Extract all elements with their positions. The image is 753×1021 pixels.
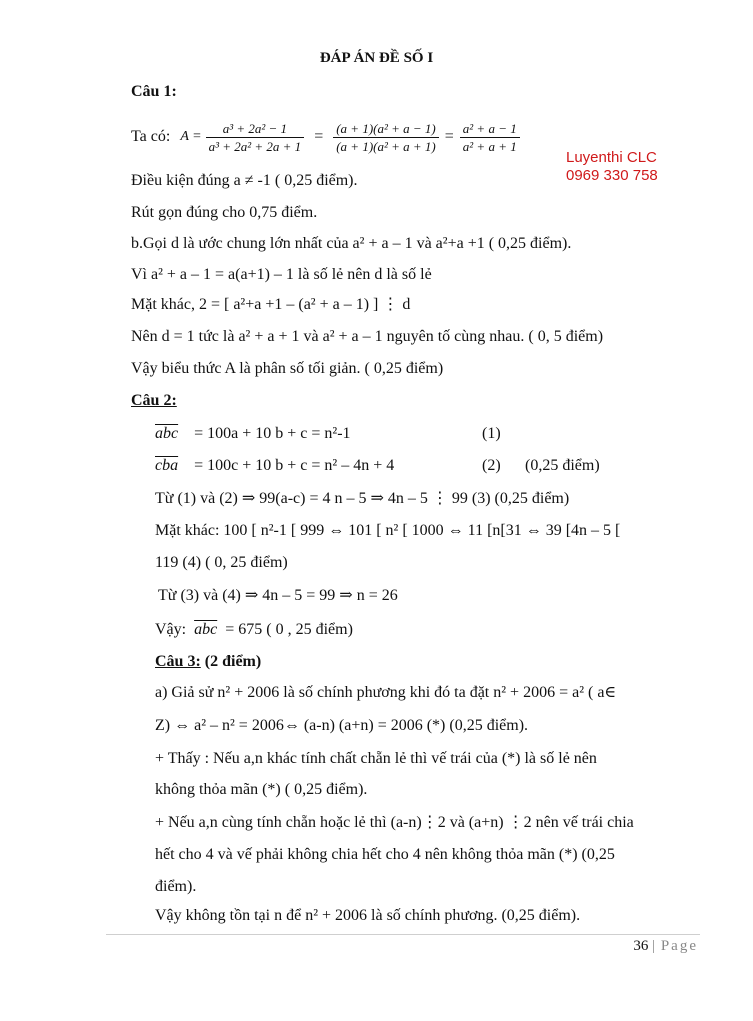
- q3-line: Vậy không tồn tại n để n² + 2006 là số chính phương. (0,25 điểm).: [155, 907, 581, 924]
- equation-tag: (2): [482, 457, 501, 474]
- fraction-3: [460, 120, 520, 155]
- footer-divider: [106, 934, 700, 935]
- question-1-heading: Câu 1:: [131, 83, 177, 100]
- q1-line: b.Gọi d là ước chung lớn nhất của a² + a – 1 và a²+a +1 ( 0,25 điểm).: [131, 235, 572, 252]
- a-equals: A =: [180, 129, 202, 144]
- abc-overline: $\overline{abc}$: [155, 425, 179, 442]
- document-title: ĐÁP ÁN ĐỀ SỐ I: [319, 50, 434, 66]
- score-note: (0,25 điểm): [525, 457, 600, 474]
- q3-line: + Thấy : Nếu a,n khác tính chất chẵn lẻ thì vế trái của (*) là số lẻ nên: [155, 750, 597, 767]
- q1-line: Vì a² + a – 1 = a(a+1) – 1 là số lẻ nên d là số lẻ: [131, 266, 432, 283]
- fraction-2-denominator: (a + 1)(a² + a + 1): [336, 138, 436, 154]
- fraction-1-denominator: a³ + 2a² + 2a + 1: [208, 138, 302, 154]
- q1-line: Nên d = 1 tức là a² + a + 1 và a² + a – 1 nguyên tố cùng nhau. ( 0, 5 điểm): [131, 328, 604, 345]
- fraction-2-numerator: (a + 1)(a² + a − 1): [333, 120, 439, 138]
- conclusion-value: = 675 ( 0 , 25 điểm): [225, 621, 353, 638]
- q3-line: không thỏa mãn (*) ( 0,25 điểm).: [155, 781, 368, 798]
- q1-line: Mặt khác, 2 = [ a²+a +1 – (a² + a – 1) ] ⋮ d: [131, 296, 411, 313]
- q2-equation-1: [155, 424, 501, 444]
- watermark-name: Luyenthi CLC: [566, 149, 657, 166]
- fraction-equation: [131, 117, 520, 157]
- conclusion-label: Vậy:: [155, 621, 187, 638]
- q3-line: điểm).: [155, 878, 197, 895]
- q3-line: Z) ⇔ a² – n² = 2006⇔ (a-n) (a+n) = 2006 (*) (0,25 điểm).: [155, 717, 529, 734]
- fraction-3-denominator: a² + a + 1: [462, 138, 517, 154]
- ta-co-label: Ta có:: [131, 128, 171, 145]
- page-footer: [580, 938, 698, 955]
- fraction-3-numerator: a² + a − 1: [460, 120, 520, 138]
- fraction-1-numerator: a³ + 2a² − 1: [206, 120, 305, 138]
- page-separator: |: [652, 938, 658, 954]
- watermark-phone: 0969 330 758: [566, 167, 658, 184]
- question-3-heading: [155, 652, 261, 672]
- q1-line: Vậy biểu thức A là phân số tối giản. ( 0,25 điểm): [131, 360, 444, 377]
- question-3-points: (2 điểm): [204, 653, 262, 670]
- page-word: Page: [660, 938, 698, 954]
- q3-line: + Nếu a,n cùng tính chẵn hoặc lẻ thì (a-n)⋮2 và (a+n) ⋮2 nên vế trái chia: [155, 814, 634, 831]
- cba-overline: $\overline{cba}$: [155, 457, 179, 474]
- abc-overline: $\overline{abc}$: [194, 621, 218, 638]
- equation-text: = 100c + 10 b + c = n² – 4n + 4: [194, 457, 395, 474]
- q2-line: Từ (1) và (2) ⇒ 99(a-c) = 4 n – 5 ⇒ 4n – 5 ⋮ 99 (3) (0,25 điểm): [155, 490, 570, 507]
- q1-line: Điều kiện đúng a ≠ -1 ( 0,25 điểm).: [131, 172, 358, 189]
- question-2-heading: Câu 2:: [131, 392, 177, 409]
- q2-equation-2: [155, 456, 600, 476]
- q3-line: hết cho 4 và vế phải không chia hết cho 4 nên không thỏa mãn (*) (0,25: [155, 846, 615, 863]
- fraction-1: [206, 120, 305, 155]
- fraction-2: [333, 120, 439, 155]
- equation-text: = 100a + 10 b + c = n²-1: [194, 425, 351, 442]
- page-number: 36: [633, 938, 649, 954]
- q3-line: a) Giả sử n² + 2006 là số chính phương khi đó ta đặt n² + 2006 = a² ( a∈: [155, 684, 617, 701]
- q2-conclusion: [155, 620, 353, 640]
- q2-line: 119 (4) ( 0, 25 điểm): [155, 554, 288, 571]
- equation-tag: (1): [482, 425, 501, 442]
- q2-line: Mặt khác: 100 [ n²-1 [ 999 ⇔ 101 [ n² [ 1000 ⇔ 11 [n[31 ⇔ 39 [4n – 5 [: [155, 522, 621, 539]
- q2-line: Từ (3) và (4) ⇒ 4n – 5 = 99 ⇒ n = 26: [158, 587, 398, 604]
- question-3-label: Câu 3:: [155, 653, 201, 670]
- equals-sign: =: [444, 128, 454, 145]
- q1-line: Rút gọn đúng cho 0,75 điểm.: [131, 204, 318, 221]
- equals-sign: =: [314, 128, 324, 145]
